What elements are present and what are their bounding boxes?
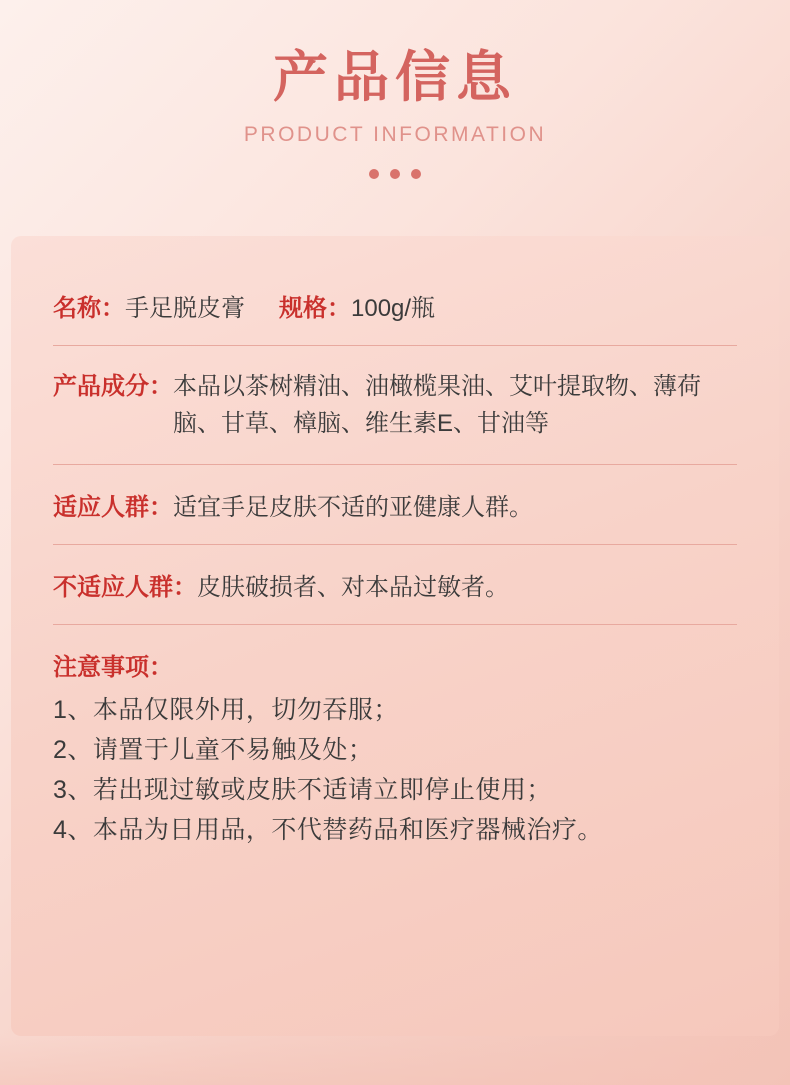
unsuitable-value: 皮肤破损者、对本品过敏者。 [197, 574, 509, 602]
suitable-value: 适宜手足皮肤不适的亚健康人群。 [173, 494, 533, 522]
product-info-card [11, 236, 779, 1036]
decorative-dots [0, 169, 790, 179]
row-notes [53, 624, 737, 860]
note-item: 4、本品为日用品，不代替药品和医疗器械治疗。 [53, 816, 603, 845]
spec-value: 100g/瓶 [351, 295, 436, 322]
page-title: 产品信息 [272, 46, 517, 108]
page-subtitle: PRODUCT INFORMATION [243, 123, 547, 147]
unsuitable-label: 不适应人群： [53, 574, 197, 602]
note-item: 3、若出现过敏或皮肤不适请立即停止使用； [53, 776, 552, 805]
dot-icon [411, 169, 421, 179]
note-item: 2、请置于儿童不易触及处； [53, 736, 374, 765]
dot-icon [390, 169, 400, 179]
spec-label: 规格： [279, 295, 351, 322]
bottom-fade [0, 1035, 790, 1085]
name-label: 名称： [53, 295, 125, 322]
suitable-label: 适应人群： [53, 494, 173, 522]
ingredients-label: 产品成分： [53, 373, 173, 400]
row-ingredients [53, 345, 737, 464]
ingredients-value: 本品以茶树精油、油橄榄果油、艾叶提取物、薄荷脑、甘草、樟脑、维生素E、甘油等 [173, 373, 701, 438]
row-suitable [53, 464, 737, 544]
dot-icon [369, 169, 379, 179]
notes-label: 注意事项： [53, 654, 173, 682]
note-item: 1、本品仅限外用，切勿吞服； [53, 696, 399, 725]
row-name-spec [53, 266, 737, 345]
page-header [0, 0, 790, 179]
row-unsuitable [53, 544, 737, 624]
name-value: 手足脱皮膏 [125, 295, 245, 322]
